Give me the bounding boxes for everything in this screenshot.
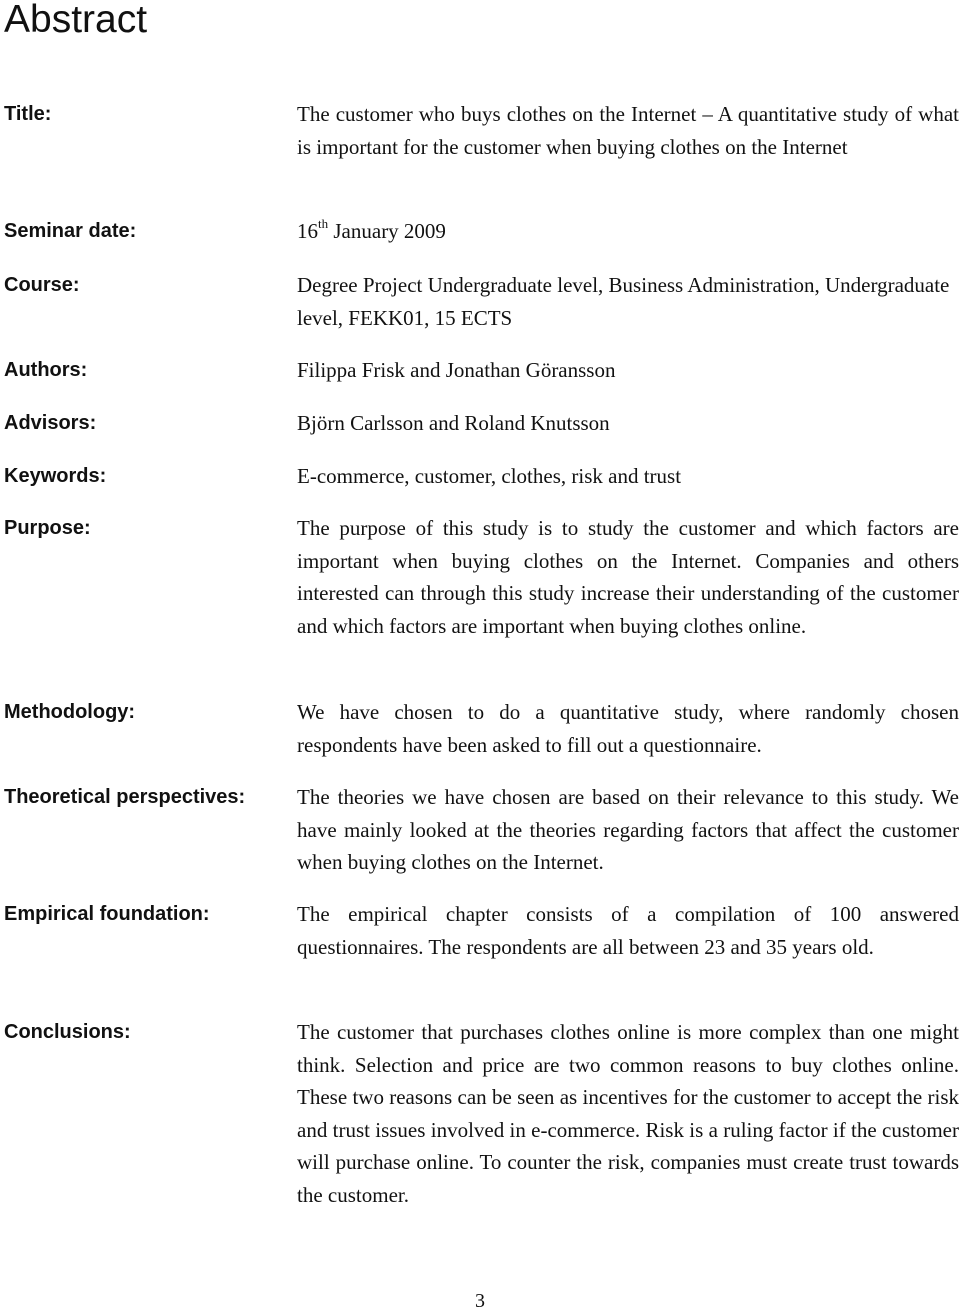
course-value: Degree Project Undergraduate level, Business Administration, Undergraduate level, FEKK01, 15 ECTS xyxy=(297,273,950,330)
conclusions-value: The customer that purchases clothes online is more complex than one might think. Selection and price are two common reasons to buy clothes online. These two reasons can be seen as incentives for the customer to accept the risk and trust issues involved in e-commerce. Risk is a ruling factor if the customer will purchase online. To counter the risk, companies must create trust towards the customer. xyxy=(297,1020,959,1207)
title-value: The customer who buys clothes on the Internet – A quantitative study of what is important for the customer when buying clothes on the Internet xyxy=(297,102,959,159)
conclusions-label: Conclusions: xyxy=(4,1021,131,1043)
keywords-label: Keywords: xyxy=(4,465,107,487)
page-number: 3 xyxy=(475,1290,485,1312)
theoretical-value: The theories we have chosen are based on their relevance to this study. We have mainly looked at the theories regarding factors that affect the customer when buying clothes on the Internet. xyxy=(297,785,959,875)
keywords-value: E-commerce, customer, clothes, risk and trust xyxy=(297,464,682,488)
authors-label: Authors: xyxy=(4,359,88,381)
methodology-label: Methodology: xyxy=(4,701,136,723)
page-title: Abstract xyxy=(4,0,148,41)
advisors-value: Björn Carlsson and Roland Knutsson xyxy=(297,411,610,435)
authors-value: Filippa Frisk and Jonathan Göransson xyxy=(297,358,616,382)
theoretical-label: Theoretical perspectives: xyxy=(4,786,246,808)
title-label: Title: xyxy=(4,103,52,125)
course-label: Course: xyxy=(4,274,80,296)
purpose-value: The purpose of this study is to study the customer and which factors are important when buying clothes on the Internet. Companies and others interested can through this study increase their understanding of the customer and which factors are important when buying clothes online. xyxy=(297,516,959,638)
empirical-label: Empirical foundation: xyxy=(4,903,210,925)
seminar-day: 16 xyxy=(297,219,318,243)
seminar-day-suffix: th xyxy=(318,216,329,231)
advisors-label: Advisors: xyxy=(4,412,97,434)
purpose-label: Purpose: xyxy=(4,517,91,539)
methodology-value: We have chosen to do a quantitative study, where randomly chosen respondents have been asked to fill out a questionnaire. xyxy=(297,700,959,757)
empirical-value: The empirical chapter consists of a compilation of 100 answered questionnaires. The respondents are all between 23 and 35 years old. xyxy=(297,902,959,959)
seminar-date-label: Seminar date: xyxy=(4,220,137,242)
seminar-date-value xyxy=(297,215,959,248)
seminar-month-year: January 2009 xyxy=(328,219,446,243)
